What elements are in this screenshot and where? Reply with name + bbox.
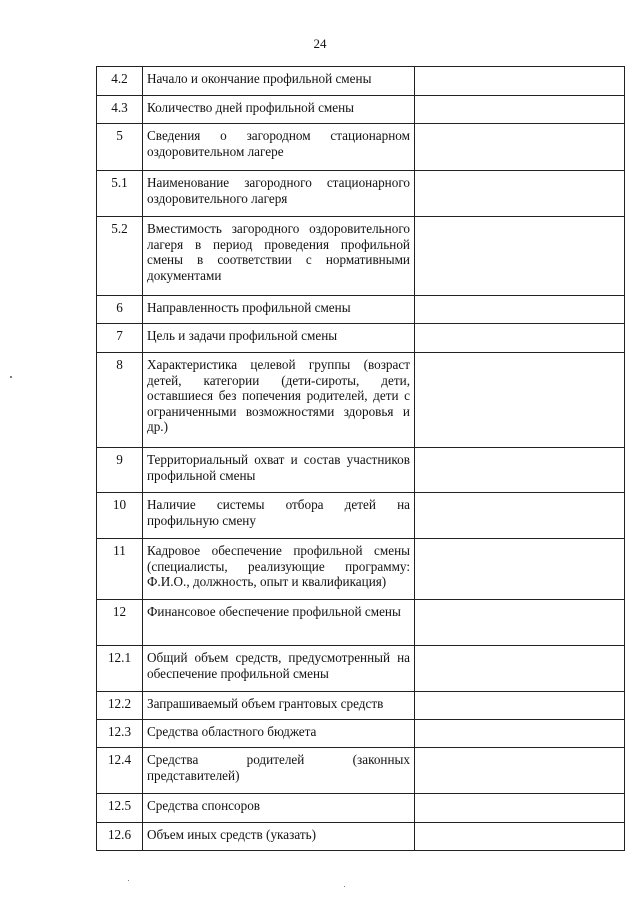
scan-speck bbox=[10, 376, 12, 378]
table-row bbox=[97, 171, 625, 217]
row-label: Запрашиваемый объем грантовых средств bbox=[143, 692, 415, 720]
row-number: 9 bbox=[97, 448, 143, 493]
row-number: 12.2 bbox=[97, 692, 143, 720]
row-label: Вместимость загородного оздоровительного лагеря в период проведения профильной смены в соответствии с нормативными документами bbox=[143, 217, 415, 296]
row-value-cell[interactable] bbox=[415, 823, 625, 851]
application-form-table bbox=[96, 66, 625, 851]
table-row bbox=[97, 539, 625, 600]
row-value-cell[interactable] bbox=[415, 692, 625, 720]
row-label: Средства областного бюджета bbox=[143, 720, 415, 748]
row-label: Территориальный охват и состав участников профильной смены bbox=[143, 448, 415, 493]
row-label: Объем иных средств (указать) bbox=[143, 823, 415, 851]
row-value-cell[interactable] bbox=[415, 720, 625, 748]
table-row bbox=[97, 353, 625, 448]
table-row bbox=[97, 720, 625, 748]
row-label: Цель и задачи профильной смены bbox=[143, 324, 415, 353]
row-label: Финансовое обеспечение профильной смены bbox=[143, 600, 415, 646]
table-row bbox=[97, 823, 625, 851]
row-value-cell[interactable] bbox=[415, 96, 625, 124]
row-number: 12.6 bbox=[97, 823, 143, 851]
table-row bbox=[97, 67, 625, 96]
row-label: Направленность профильной смены bbox=[143, 296, 415, 324]
row-value-cell[interactable] bbox=[415, 646, 625, 692]
row-number: 12.4 bbox=[97, 748, 143, 794]
row-value-cell[interactable] bbox=[415, 493, 625, 539]
row-label: Общий объем средств, предусмотренный на обеспечение профильной смены bbox=[143, 646, 415, 692]
row-value-cell[interactable] bbox=[415, 171, 625, 217]
table-row bbox=[97, 692, 625, 720]
row-value-cell[interactable] bbox=[415, 353, 625, 448]
row-value-cell[interactable] bbox=[415, 748, 625, 794]
row-value-cell[interactable] bbox=[415, 296, 625, 324]
table-row bbox=[97, 324, 625, 353]
row-number: 5.2 bbox=[97, 217, 143, 296]
row-value-cell[interactable] bbox=[415, 124, 625, 171]
table-row bbox=[97, 96, 625, 124]
row-number: 4.2 bbox=[97, 67, 143, 96]
row-label: Средства родителей (законных представителей) bbox=[143, 748, 415, 794]
row-number: 12.5 bbox=[97, 794, 143, 823]
row-number: 12.3 bbox=[97, 720, 143, 748]
table-row bbox=[97, 748, 625, 794]
row-number: 12 bbox=[97, 600, 143, 646]
row-value-cell[interactable] bbox=[415, 600, 625, 646]
row-value-cell[interactable] bbox=[415, 217, 625, 296]
row-number: 10 bbox=[97, 493, 143, 539]
row-number: 6 bbox=[97, 296, 143, 324]
row-label: Кадровое обеспечение профильной смены (специалисты, реализующие программу: Ф.И.О., должность, опыт и квалификация) bbox=[143, 539, 415, 600]
row-label: Количество дней профильной смены bbox=[143, 96, 415, 124]
row-label: Наименование загородного стационарного оздоровительного лагеря bbox=[143, 171, 415, 217]
page-number: 24 bbox=[313, 36, 327, 51]
row-number: 11 bbox=[97, 539, 143, 600]
row-number: 4.3 bbox=[97, 96, 143, 124]
row-number: 8 bbox=[97, 353, 143, 448]
row-value-cell[interactable] bbox=[415, 324, 625, 353]
row-value-cell[interactable] bbox=[415, 539, 625, 600]
table-row bbox=[97, 600, 625, 646]
row-label: Характеристика целевой группы (возраст детей, категории (дети-сироты, дети, оставшиеся без попечения родителей, дети с ограниченными возможностями здоровья и др.) bbox=[143, 353, 415, 448]
table-row bbox=[97, 296, 625, 324]
row-value-cell[interactable] bbox=[415, 67, 625, 96]
scan-speck bbox=[344, 886, 345, 887]
table-row bbox=[97, 217, 625, 296]
table-row bbox=[97, 493, 625, 539]
scan-speck bbox=[128, 880, 129, 881]
row-value-cell[interactable] bbox=[415, 448, 625, 493]
table-row bbox=[97, 124, 625, 171]
row-label: Наличие системы отбора детей на профильную смену bbox=[143, 493, 415, 539]
table-row bbox=[97, 794, 625, 823]
row-label: Начало и окончание профильной смены bbox=[143, 67, 415, 96]
row-label: Средства спонсоров bbox=[143, 794, 415, 823]
row-number: 7 bbox=[97, 324, 143, 353]
table-row bbox=[97, 448, 625, 493]
row-label: Сведения о загородном стационарном оздоровительном лагере bbox=[143, 124, 415, 171]
row-value-cell[interactable] bbox=[415, 794, 625, 823]
row-number: 12.1 bbox=[97, 646, 143, 692]
row-number: 5 bbox=[97, 124, 143, 171]
table-row bbox=[97, 646, 625, 692]
row-number: 5.1 bbox=[97, 171, 143, 217]
